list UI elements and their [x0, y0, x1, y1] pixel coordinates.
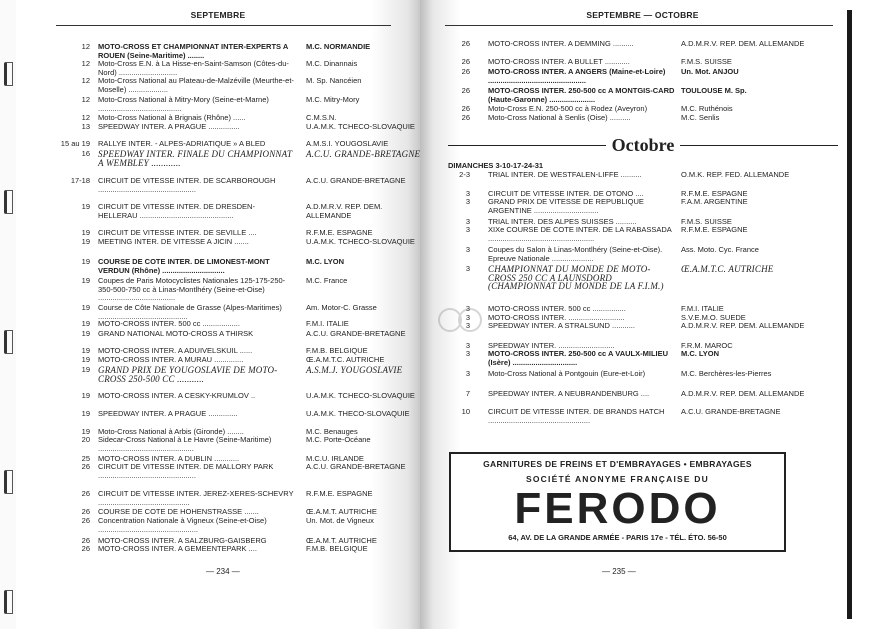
entry-date: 3 — [465, 321, 470, 330]
entry-organizer: A.S.M.J. YOUGOSLAVIE — [306, 365, 403, 375]
header-rule — [445, 25, 833, 26]
entry-event: MOTO-CROSS INTER. A ANGERS (Maine-et-Loire) ............................................... — [488, 67, 666, 85]
entry-event: SPEEDWAY INTER. A PRAGUE ............... — [98, 122, 240, 131]
entry-organizer: S.V.E.M.O. SUEDE — [681, 313, 746, 322]
entry-date: 10 — [461, 407, 470, 416]
left-page-header: SEPTEMBRE — [190, 10, 246, 20]
entry-event: MOTO-CROSS INTER. A GEMEENTEPARK .... — [98, 544, 257, 553]
entry-organizer: Œ.A.M.T. AUTRICHE — [306, 507, 377, 516]
entry-organizer: A.M.S.I. YOUGOSLAVIE — [306, 139, 389, 148]
entry-organizer: A.D.M.R.V. REP. DEM. ALLEMANDE — [681, 389, 805, 398]
entry-date: 19 — [81, 202, 90, 211]
entry-event: SPEEDWAY INTER. A STRALSUND ........... — [488, 321, 635, 330]
entry-date: 3 — [465, 349, 470, 358]
entry-date: 19 — [81, 319, 90, 328]
entry-event: MOTO-CROSS INTER. 500 cc .................. — [98, 319, 240, 328]
entry-date: 19 — [81, 427, 90, 436]
entry-event: MOTO-CROSS INTER. A ADUIVELSKUIL ...... — [98, 346, 253, 355]
entry-organizer: M.C. Berchères-les-Pierres — [681, 369, 772, 378]
entry-date: 15 au 19 — [60, 139, 90, 148]
entry-date: 19 — [81, 346, 90, 355]
entry-date: 26 — [81, 544, 90, 553]
entry-event: SPEEDWAY INTER. A PRAGUE .............. — [98, 409, 238, 418]
entry-date: 19 — [81, 303, 90, 312]
entry-organizer: O.M.K. REP. FED. ALLEMANDE — [681, 170, 790, 179]
binder-margin — [0, 0, 16, 629]
entry-date: 26 — [461, 39, 470, 48]
entry-event: COURSE DE COTE INTER. DE LIMONEST-MONT VERDUN (Rhône) .............................. — [98, 257, 270, 275]
ferodo-advertisement — [449, 452, 786, 552]
entry-event: Moto-Cross National à Brignais (Rhône) ...... — [98, 113, 246, 122]
entry-organizer: TOULOUSE M. Sp. — [681, 86, 747, 95]
entry-organizer: F.M.I. ITALIE — [306, 319, 349, 328]
entry-event: MOTO-CROSS INTER. A DEMMING .......... — [488, 39, 634, 48]
entry-event: GRAND PRIX DE YOUGOSLAVIE DE MOTO-CROSS 250-500 CC ........... — [98, 365, 278, 384]
entry-event: Concentration Nationale à Vigneux (Seine-et-Oise) ................................................ — [98, 516, 267, 534]
binder-ring — [4, 330, 13, 354]
entry-organizer: M.C. Benauges — [306, 427, 358, 436]
entry-organizer: A.C.U. GRANDE-BRETAGNE — [306, 329, 406, 338]
ferodo-logo: FERODO — [514, 484, 721, 533]
entry-event: Coupes du Salon à Linas-Montlhéry (Seine-et-Oise). Epreuve Nationale .................... — [488, 245, 663, 263]
entry-organizer: R.F.M.E. ESPAGNE — [306, 228, 373, 237]
entry-date: 19 — [81, 409, 90, 418]
left-page — [16, 0, 420, 629]
entry-event: MOTO-CROSS INTER. A MURAU .............. — [98, 355, 244, 364]
october-section-title — [448, 134, 838, 156]
entry-event: Moto-Cross National à Arbis (Gironde) ........ — [98, 427, 244, 436]
entry-event: CHAMPIONNAT DU MONDE DE MOTO-CROSS 250 CC A LAUNSDORD (CHAMPIONNAT DU MONDE DE LA F.I.M.) — [488, 264, 664, 292]
entry-date: 3 — [465, 217, 470, 226]
entry-date: 26 — [461, 104, 470, 113]
entry-organizer: R.F.M.E. ESPAGNE — [681, 225, 748, 234]
entry-date: 26 — [461, 57, 470, 66]
entry-date: 26 — [81, 489, 90, 498]
entry-date: 26 — [81, 507, 90, 516]
entry-organizer: Œ.A.M.T. AUTRICHE — [306, 536, 377, 545]
entry-event: CIRCUIT DE VITESSE INTER. JEREZ-XERES-SCHEVRY ............................................ — [98, 489, 294, 507]
entry-date: 3 — [465, 245, 470, 254]
entry-event: SPEEDWAY INTER. FINALE DU CHAMPIONNAT A WEMBLEY ............ — [98, 149, 293, 168]
entry-event: CIRCUIT DE VITESSE INTER. DE MALLORY PARK ............................................... — [98, 462, 274, 480]
entry-organizer: F.M.S. SUISSE — [681, 57, 732, 66]
entry-event: COURSE DE COTE DE HOHENSTRASSE ....... — [98, 507, 259, 516]
entry-date: 3 — [465, 369, 470, 378]
entry-organizer: A.C.U. GRANDE-BRETAGNE — [681, 407, 781, 416]
section-title-text: Octobre — [606, 135, 681, 155]
ad-line-2: SOCIÉTÉ ANONYME FRANÇAISE DU — [526, 474, 709, 484]
entry-organizer: M.C. NORMANDIE — [306, 42, 371, 51]
entry-date: 3 — [465, 225, 470, 234]
entry-date: 26 — [461, 67, 470, 76]
entry-organizer: R.F.M.E. ESPAGNE — [681, 189, 748, 198]
entry-date: 12 — [81, 76, 90, 85]
entry-event: Moto-Cross National au Plateau-de-Malzéville (Meurthe-et-Moselle) ................... — [98, 76, 294, 94]
entry-date: 26 — [461, 113, 470, 122]
entry-organizer: F.R.M. MAROC — [681, 341, 733, 350]
binder-ring — [4, 470, 13, 494]
entry-date: 3 — [465, 341, 470, 350]
left-page-number: — 234 — — [206, 567, 240, 576]
entry-organizer: Un. Mot. ANJOU — [681, 67, 739, 76]
ad-line-1: GARNITURES DE FREINS ET D'EMBRAYAGES • EMBRAYAGES — [483, 459, 752, 469]
entry-event: MOTO-CROSS INTER. A DUBLIN ............ — [98, 454, 240, 463]
entry-date: 13 — [81, 122, 90, 131]
entry-organizer: Am. Motor-C. Grasse — [306, 303, 377, 312]
entry-event: Coupes de Paris Motocyclistes Nationales 125-175-250-350-500-750 cc à Linas-Montlhéry (Seine-et-Oise) ..................................... — [98, 276, 286, 303]
entry-event: MOTO-CROSS INTER. A CESKY-KRUMLOV .. — [98, 391, 256, 400]
entry-event: GRAND NATIONAL MOTO-CROSS A THIRSK — [98, 329, 254, 338]
entry-date: 3 — [465, 189, 470, 198]
entry-date: 19 — [81, 329, 90, 338]
entry-date: 19 — [81, 276, 90, 285]
entry-event: MOTO-CROSS INTER. A BULLET ............ — [488, 57, 630, 66]
entry-organizer: M.C. LYON — [306, 257, 345, 266]
binder-ring — [4, 190, 13, 214]
entry-date: 19 — [81, 365, 90, 374]
entry-date: 16 — [81, 149, 90, 158]
entry-event: Moto-Cross E.N. 250-500 cc à Rodez (Aveyron) — [488, 104, 648, 113]
entry-organizer: M.C. Porte-Océane — [306, 435, 371, 444]
entry-organizer: U.A.M.K. TCHECO-SLOVAQUIE — [306, 122, 415, 131]
entry-event: Sidecar-Cross National à Le Havre (Seine-Maritime) .............................................. — [98, 435, 272, 453]
entry-organizer: M.C. Ruthénois — [681, 104, 733, 113]
entry-organizer: Œ.A.M.T.C. AUTRICHE — [306, 355, 385, 364]
entry-organizer: M.C. Mitry-Mory — [306, 95, 360, 104]
entry-organizer: F.A.M. ARGENTINE — [681, 197, 748, 206]
entry-organizer: F.M.B. BELGIQUE — [306, 544, 368, 553]
entry-event: CIRCUIT DE VITESSE INTER. DE OTONO .... — [488, 189, 644, 198]
entry-organizer: M.C. Senlis — [681, 113, 720, 122]
entry-organizer: U.A.M.K. TCHECO-SLOVAQUIE — [306, 237, 415, 246]
entry-date: 19 — [81, 257, 90, 266]
entry-organizer: R.F.M.E. ESPAGNE — [306, 489, 373, 498]
entry-organizer: F.M.B. BELGIQUE — [306, 346, 368, 355]
ad-address: 64, AV. DE LA GRANDE ARMÉE - PARIS 17e - TÉL. ÉTO. 56-50 — [508, 533, 727, 542]
entry-event: Moto-Cross National à Mitry-Mory (Seine-et-Marne) ........................................ — [98, 95, 269, 113]
entry-event: CIRCUIT DE VITESSE INTER. DE SCARBOROUGH ............................................... — [98, 176, 276, 194]
entry-organizer: M.C. LYON — [681, 349, 720, 358]
entry-date: 19 — [81, 391, 90, 400]
entry-date: 20 — [81, 435, 90, 444]
entry-event: MOTO-CROSS INTER. ........................... — [488, 313, 625, 322]
entry-organizer: U.A.M.K. THECO-SLOVAQUIE — [306, 409, 410, 418]
entry-event: Moto-Cross National à Senlis (Oise) .......... — [488, 113, 631, 122]
entry-date: 19 — [81, 355, 90, 364]
entry-date: 3 — [465, 304, 470, 313]
entry-organizer: A.C.U. GRANDE-BRETAGNE — [306, 149, 421, 159]
entry-date: 12 — [81, 113, 90, 122]
binder-ring — [4, 590, 13, 614]
entry-organizer: F.M.I. ITALIE — [681, 304, 724, 313]
entry-organizer: A.D.M.R.V. REP. DEM. ALLEMANDE — [306, 202, 383, 220]
entry-organizer: A.C.U. GRANDE-BRETAGNE — [306, 462, 406, 471]
entry-event: XIXe COURSE DE COTE INTER. DE LA RABASSADA ................................................... — [488, 225, 672, 243]
entry-date: 12 — [81, 59, 90, 68]
page-edge — [844, 0, 865, 629]
entry-event: MOTO-CROSS INTER. A SALZBURG-GAISBERG — [98, 536, 267, 545]
header-rule — [56, 25, 391, 26]
entry-organizer: A.D.M.R.V. REP. DEM. ALLEMANDE — [681, 321, 805, 330]
entry-event: SPEEDWAY INTER. A NEUBRANDENBURG .... — [488, 389, 650, 398]
right-page-number: — 235 — — [602, 567, 636, 576]
entry-event: MEETING INTER. DE VITESSE A JICIN ....... — [98, 237, 249, 246]
right-page-header: SEPTEMBRE — OCTOBRE — [586, 10, 699, 20]
entry-date: 26 — [81, 462, 90, 471]
entry-event: Moto-Cross National à Pontgouin (Eure-et-Loir) — [488, 369, 646, 378]
entry-organizer: Œ.A.M.T.C. AUTRICHE — [681, 264, 774, 274]
binder-ring — [4, 62, 13, 86]
entry-date: 19 — [81, 237, 90, 246]
entry-date: 26 — [461, 86, 470, 95]
sundays-line: DIMANCHES 3-10-17-24-31 — [448, 161, 544, 170]
entry-organizer: A.C.U. GRANDE-BRETAGNE — [306, 176, 406, 185]
entry-organizer: M.C. Dinannais — [306, 59, 358, 68]
entry-event: MOTO-CROSS INTER. 250-500 cc A VAULX-MILIEU (Isère) ............................... — [488, 349, 669, 367]
entry-date: 7 — [465, 389, 470, 398]
entry-event: TRIAL INTER. DES ALPES SUISSES .......... — [488, 217, 637, 226]
entry-date: 17-18 — [70, 176, 90, 185]
entry-organizer: Un. Mot. de Vigneux — [306, 516, 374, 525]
entry-event: Moto-Cross E.N. à La Hisse-en-Saint-Samson (Côtes-du-Nord) ............................ — [98, 59, 289, 77]
entry-organizer: M.C.U. IRLANDE — [306, 454, 364, 463]
entry-organizer: Ass. Moto. Cyc. France — [681, 245, 759, 254]
entry-organizer: C.M.S.N. — [306, 113, 337, 122]
entry-date: 3 — [465, 264, 470, 273]
entry-event: MOTO-CROSS ET CHAMPIONNAT INTER-EXPERTS A ROUEN (Seine-Maritime) ........ — [98, 42, 289, 60]
entry-event: CIRCUIT DE VITESSE INTER. DE SEVILLE .... — [98, 228, 257, 237]
entry-date: 2-3 — [459, 170, 470, 179]
entry-date: 19 — [81, 228, 90, 237]
entry-event: MOTO-CROSS INTER. 250-500 cc A MONTGIS-CARD (Haute-Garonne) ...................... — [488, 86, 675, 104]
entry-event: SPEEDWAY INTER. ........................... — [488, 341, 615, 350]
entry-date: 26 — [81, 536, 90, 545]
entry-event: MOTO-CROSS INTER. 500 cc ................ — [488, 304, 626, 313]
entry-date: 12 — [81, 95, 90, 104]
entry-event: RALLYE INTER. - ALPES-ADRIATIQUE » A BLED — [98, 139, 266, 148]
entry-date: 3 — [465, 313, 470, 322]
entry-date: 3 — [465, 197, 470, 206]
entry-event: TRIAL INTER. DE WESTFALEN-LIFFE .......... — [488, 170, 642, 179]
entry-event: CIRCUIT DE VITESSE INTER. DE DRESDEN-HELLERAU ............................................. — [98, 202, 255, 220]
entry-organizer: M. Sp. Nancéien — [306, 76, 362, 85]
entry-date: 26 — [81, 516, 90, 525]
entry-date: 25 — [81, 454, 90, 463]
entry-organizer: A.D.M.R.V. REP. DEM. ALLEMANDE — [681, 39, 805, 48]
watermark-stamp — [438, 303, 482, 337]
entry-organizer: M.C. France — [306, 276, 348, 285]
entry-event: Course de Côte Nationale de Grasse (Alpes-Maritimes) ........................................... — [98, 303, 282, 321]
entry-event: GRAND PRIX DE VITESSE DE REPUBLIQUE ARGENTINE ............................... — [488, 197, 644, 215]
entry-date: 12 — [81, 42, 90, 51]
entry-organizer: F.M.S. SUISSE — [681, 217, 732, 226]
entry-organizer: U.A.M.K. TCHECO-SLOVAQUIE — [306, 391, 415, 400]
entry-event: CIRCUIT DE VITESSE INTER. DE BRANDS HATCH ................................................. — [488, 407, 665, 425]
